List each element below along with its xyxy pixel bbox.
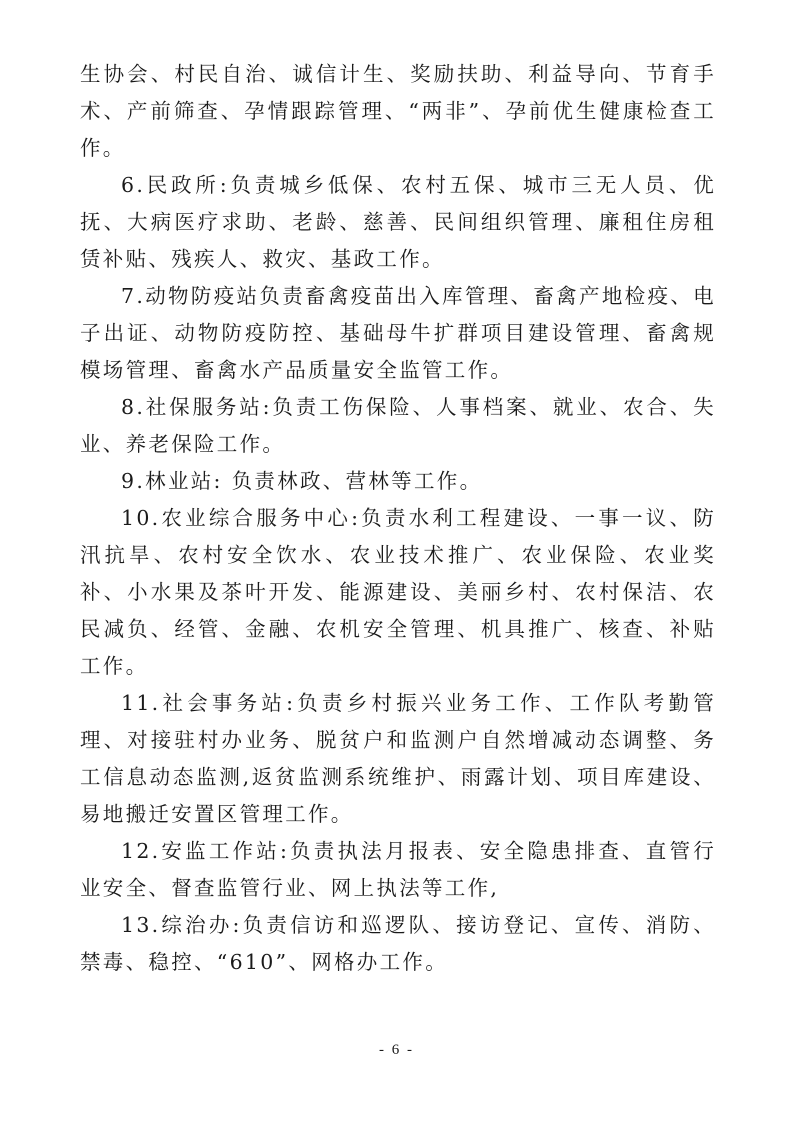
page-number: - 6 - bbox=[379, 1042, 414, 1058]
document-body bbox=[80, 56, 716, 981]
paragraph-12-safety: 12.安监工作站:负责执法月报表、安全隐患排查、直管行业安全、督查监管行业、网上执法等工作, bbox=[80, 839, 716, 900]
paragraph-10-agriculture: 10.农业综合服务中心:负责水利工程建设、一事一议、防汛抗旱、农村安全饮水、农业技术推广、农业保险、农业奖补、小水果及茶叶开发、能源建设、美丽乡村、农村保洁、农民减负、经管、金融、农机安全管理、机具推广、核查、补贴工作。 bbox=[80, 506, 716, 678]
paragraph-8-social-security: 8.社保服务站:负责工伤保险、人事档案、就业、农合、失业、养老保险工作。 bbox=[80, 395, 716, 456]
paragraph-6-civil-affairs: 6.民政所:负责城乡低保、农村五保、城市三无人员、优抚、大病医疗求助、老龄、慈善、民间组织管理、廉租住房租赁补贴、残疾人、救灾、基政工作。 bbox=[80, 173, 716, 271]
paragraph-13-comprehensive: 13.综治办:负责信访和巡逻队、接访登记、宣传、消防、禁毒、稳控、“610”、网格办工作。 bbox=[80, 913, 716, 974]
paragraph-9-forestry: 9.林业站: 负责林政、营林等工作。 bbox=[121, 469, 483, 493]
paragraph-11-social-affairs: 11.社会事务站:负责乡村振兴业务工作、工作队考勤管理、对接驻村办业务、脱贫户和监测户自然增减动态调整、务工信息动态监测,返贫监测系统维护、雨露计划、项目库建设、易地搬迁安置区管理工作。 bbox=[80, 691, 716, 826]
paragraph-7-animal-epidemic: 7.动物防疫站负责畜禽疫苗出入库管理、畜禽产地检疫、电子出证、动物防疫防控、基础母牛扩群项目建设管理、畜禽规模场管理、畜禽水产品质量安全监管工作。 bbox=[80, 284, 716, 382]
paragraph-continued: 生协会、村民自治、诚信计生、奖励扶助、利益导向、节育手术、产前筛查、孕情跟踪管理、“两非”、孕前优生健康检查工作。 bbox=[80, 62, 716, 160]
